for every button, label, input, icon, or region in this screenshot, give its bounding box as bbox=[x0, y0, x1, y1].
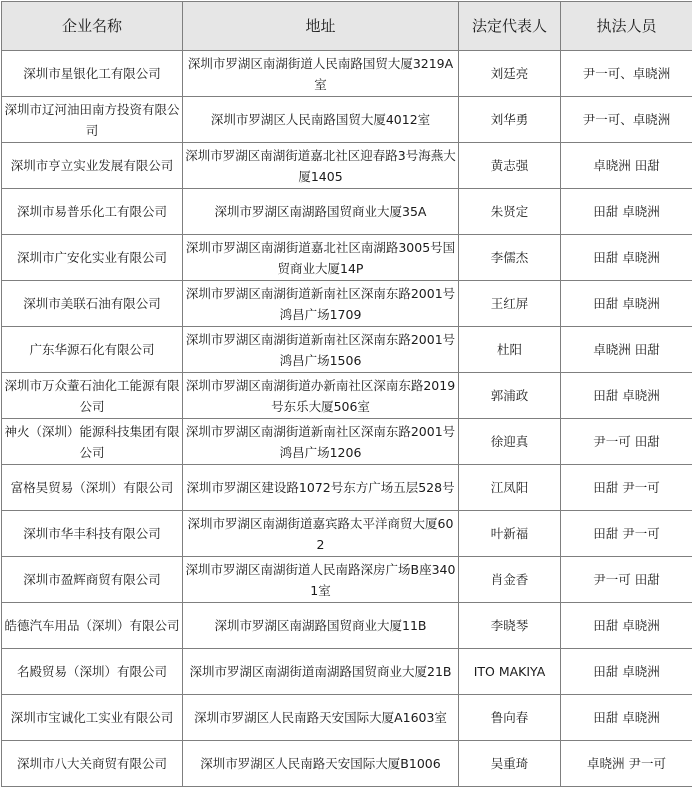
table-row bbox=[2, 419, 692, 465]
table-row bbox=[2, 235, 692, 281]
table-row bbox=[2, 373, 692, 419]
legal-representative-cell: 郭浦政 bbox=[459, 373, 561, 419]
address-cell: 深圳市罗湖区南湖街道南湖路国贸商业大厦21B bbox=[183, 649, 459, 695]
table-row bbox=[2, 465, 692, 511]
legal-representative-cell: 李晓琴 bbox=[459, 603, 561, 649]
address-cell: 深圳市罗湖区建设路1072号东方广场五层528号 bbox=[183, 465, 459, 511]
company-name-cell: 广东华源石化有限公司 bbox=[2, 327, 183, 373]
company-name-cell: 深圳市辽河油田南方投资有限公司 bbox=[2, 97, 183, 143]
address-cell: 深圳市罗湖区人民南路天安国际大厦B1006 bbox=[183, 741, 459, 787]
company-name-cell: 深圳市八大关商贸有限公司 bbox=[2, 741, 183, 787]
table-row bbox=[2, 51, 692, 97]
enforcement-officers-cell: 田甜 尹一可 bbox=[561, 511, 692, 557]
company-name-cell: 富格昊贸易（深圳）有限公司 bbox=[2, 465, 183, 511]
enforcement-officers-cell: 田甜 卓晓洲 bbox=[561, 603, 692, 649]
legal-representative-cell: 江凤阳 bbox=[459, 465, 561, 511]
address-cell: 深圳市罗湖区南湖路国贸商业大厦11B bbox=[183, 603, 459, 649]
company-name-cell: 神火（深圳）能源科技集团有限公司 bbox=[2, 419, 183, 465]
enforcement-officers-cell: 尹一可、卓晓洲 bbox=[561, 97, 692, 143]
header-row bbox=[2, 2, 692, 51]
address-cell: 深圳市罗湖区南湖街道新南社区深南东路2001号鸿昌广场1709 bbox=[183, 281, 459, 327]
enforcement-officers-cell: 田甜 卓晓洲 bbox=[561, 373, 692, 419]
table-row bbox=[2, 557, 692, 603]
enforcement-officers-cell: 田甜 卓晓洲 bbox=[561, 281, 692, 327]
company-name-cell: 深圳市万众蕫石油化工能源有限公司 bbox=[2, 373, 183, 419]
enforcement-officers-cell: 田甜 卓晓洲 bbox=[561, 235, 692, 281]
company-name-cell: 深圳市星银化工有限公司 bbox=[2, 51, 183, 97]
address-cell: 深圳市罗湖区南湖街道嘉北社区迎春路3号海燕大厦1405 bbox=[183, 143, 459, 189]
company-name-cell: 深圳市亨立实业发展有限公司 bbox=[2, 143, 183, 189]
enforcement-officers-cell: 卓晓洲 田甜 bbox=[561, 143, 692, 189]
enforcement-officers-cell: 田甜 卓晓洲 bbox=[561, 189, 692, 235]
table-row bbox=[2, 511, 692, 557]
table-row bbox=[2, 281, 692, 327]
enforcement-officers-cell: 尹一可、卓晓洲 bbox=[561, 51, 692, 97]
legal-representative-cell: 肖金香 bbox=[459, 557, 561, 603]
enforcement-officers-cell: 田甜 卓晓洲 bbox=[561, 649, 692, 695]
enforcement-officers-cell: 田甜 尹一可 bbox=[561, 465, 692, 511]
legal-representative-cell: ITO MAKIYA bbox=[459, 649, 561, 695]
legal-representative-cell: 黄志强 bbox=[459, 143, 561, 189]
table-row bbox=[2, 189, 692, 235]
enforcement-officers-cell: 田甜 卓晓洲 bbox=[561, 695, 692, 741]
table-header bbox=[2, 2, 692, 51]
legal-representative-cell: 徐迎真 bbox=[459, 419, 561, 465]
enforcement-officers-cell: 卓晓洲 田甜 bbox=[561, 327, 692, 373]
table-row bbox=[2, 143, 692, 189]
address-cell: 深圳市罗湖区人民南路国贸大厦4012室 bbox=[183, 97, 459, 143]
table-row bbox=[2, 327, 692, 373]
header-enforcement-officers: 执法人员 bbox=[561, 2, 692, 51]
company-name-cell: 深圳市华丰科技有限公司 bbox=[2, 511, 183, 557]
enforcement-officers-cell: 尹一可 田甜 bbox=[561, 419, 692, 465]
legal-representative-cell: 朱贤定 bbox=[459, 189, 561, 235]
address-cell: 深圳市罗湖区南湖街道人民南路深房广场B座3401室 bbox=[183, 557, 459, 603]
enforcement-officers-cell: 卓晓洲 尹一可 bbox=[561, 741, 692, 787]
legal-representative-cell: 叶新福 bbox=[459, 511, 561, 557]
company-name-cell: 深圳市美联石油有限公司 bbox=[2, 281, 183, 327]
company-name-cell: 深圳市宝诚化工实业有限公司 bbox=[2, 695, 183, 741]
company-name-cell: 深圳市易普乐化工有限公司 bbox=[2, 189, 183, 235]
company-name-cell: 皓德汽车用品（深圳）有限公司 bbox=[2, 603, 183, 649]
table-body bbox=[2, 51, 692, 787]
header-legal-representative: 法定代表人 bbox=[459, 2, 561, 51]
address-cell: 深圳市罗湖区人民南路天安国际大厦A1603室 bbox=[183, 695, 459, 741]
header-address: 地址 bbox=[183, 2, 459, 51]
legal-representative-cell: 刘廷亮 bbox=[459, 51, 561, 97]
address-cell: 深圳市罗湖区南湖街道人民南路国贸大厦3219A室 bbox=[183, 51, 459, 97]
table-row bbox=[2, 695, 692, 741]
address-cell: 深圳市罗湖区南湖街道新南社区深南东路2001号鸿昌广场1506 bbox=[183, 327, 459, 373]
table-row bbox=[2, 741, 692, 787]
enterprise-table bbox=[1, 1, 692, 787]
table-row bbox=[2, 649, 692, 695]
company-name-cell: 深圳市广安化实业有限公司 bbox=[2, 235, 183, 281]
address-cell: 深圳市罗湖区南湖路国贸商业大厦35A bbox=[183, 189, 459, 235]
header-company-name: 企业名称 bbox=[2, 2, 183, 51]
legal-representative-cell: 吴重琦 bbox=[459, 741, 561, 787]
table-row bbox=[2, 97, 692, 143]
legal-representative-cell: 杜阳 bbox=[459, 327, 561, 373]
address-cell: 深圳市罗湖区南湖街道嘉宾路太平洋商贸大厦602 bbox=[183, 511, 459, 557]
company-name-cell: 名殿贸易（深圳）有限公司 bbox=[2, 649, 183, 695]
table-row bbox=[2, 603, 692, 649]
legal-representative-cell: 鲁向春 bbox=[459, 695, 561, 741]
address-cell: 深圳市罗湖区南湖街道嘉北社区南湖路3005号国贸商业大厦14P bbox=[183, 235, 459, 281]
address-cell: 深圳市罗湖区南湖街道办新南社区深南东路2019号东乐大厦506室 bbox=[183, 373, 459, 419]
enforcement-officers-cell: 尹一可 田甜 bbox=[561, 557, 692, 603]
address-cell: 深圳市罗湖区南湖街道新南社区深南东路2001号鸿昌广场1206 bbox=[183, 419, 459, 465]
legal-representative-cell: 王红屏 bbox=[459, 281, 561, 327]
legal-representative-cell: 刘华勇 bbox=[459, 97, 561, 143]
company-name-cell: 深圳市盈辉商贸有限公司 bbox=[2, 557, 183, 603]
legal-representative-cell: 李儒杰 bbox=[459, 235, 561, 281]
